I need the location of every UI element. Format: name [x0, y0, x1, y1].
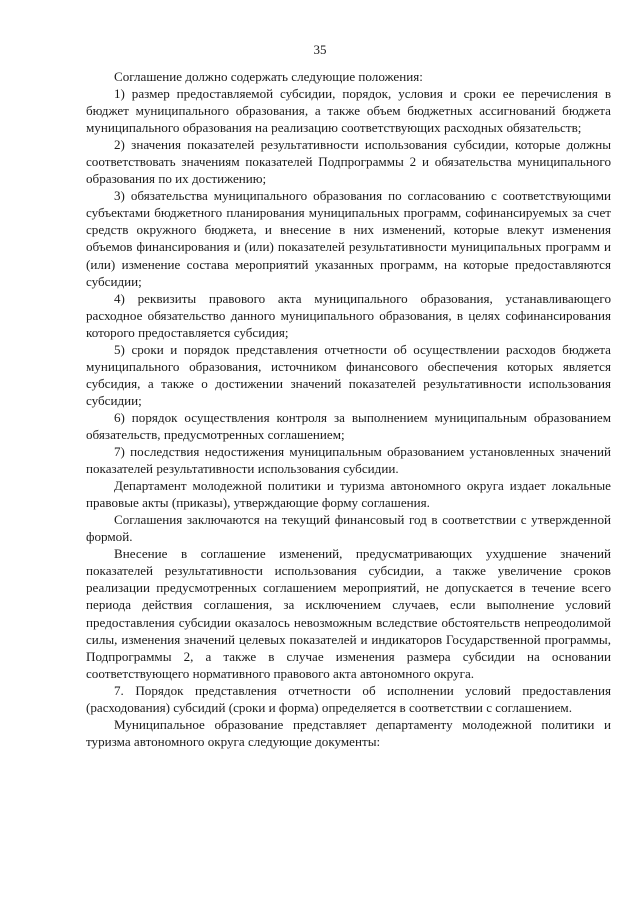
list-item-6: 6) порядок осуществления контроля за выполнением муниципальным образованием обязательств, предусмотренных соглашением;: [86, 409, 611, 442]
page-number: 35: [313, 42, 327, 57]
list-item-1: 1) размер предоставляемой субсидии, порядок, условия и сроки ее перечисления в бюджет муниципального образования, а также объем бюджетных ассигнований бюджета муниципального образования на реализацию соответствующих расходных обязательств;: [86, 86, 611, 136]
paragraph-documents: Муниципальное образование представляет департаменту молодежной политики и туризма автономного округа следующие документы:: [86, 716, 611, 749]
paragraph-section-7: 7. Порядок представления отчетности об исполнении условий предоставления (расходования) субсидий (сроки и форма) определяется в соответствии с соглашением.: [86, 682, 611, 715]
document-body: [86, 68, 611, 750]
list-item-7: 7) последствия недостижения муниципальным образованием установленных значений показателей результативности использования субсидии.: [86, 444, 611, 477]
paragraph-department-acts: Департамент молодежной политики и туризма автономного округа издает локальные правовые акты (приказы), утверждающие форму соглашения.: [86, 478, 611, 511]
paragraph-agreements-term: Соглашения заключаются на текущий финансовый год в соответствии с утвержденной формой.: [86, 512, 611, 545]
paragraph-intro: Соглашение должно содержать следующие положения:: [114, 69, 423, 84]
list-item-2: 2) значения показателей результативности использования субсидии, которые должны соответствовать значениям показателей Подпрограммы 2 и обязательства муниципального образования по их достижению;: [86, 137, 611, 187]
list-item-4: 4) реквизиты правового акта муниципального образования, устанавливающего расходное обязательство данного муниципального образования, в целях софинансирования которого предоставляется субсидия;: [86, 290, 611, 340]
paragraph-amendments: Внесение в соглашение изменений, предусматривающих ухудшение значений показателей результативности использования субсидии, а также увеличение сроков реализации предусмотренных соглашением мероприятий, не допускается в течение всего периода действия соглашения, за исключением случаев, если выполнение условий предоставления субсидии оказалось невозможным вследствие обстоятельств непреодолимой силы, изменения значений целевых показателей и индикаторов Государственной программы, Подпрограммы 2, а также в случае изменения размера субсидии на основании соответствующего нормативного правового акта автономного округа.: [86, 546, 611, 681]
list-item-3: 3) обязательства муниципального образования по согласованию с соответствующими субъектами бюджетного планирования муниципальных программ, софинансируемых за счет средств окружного бюджета, и внесение в них изменений, которые влекут изменения объемов финансирования и (или) показателей результативности муниципальных программ и (или) изменение состава мероприятий указанных программ, на которые предоставляются субсидии;: [86, 188, 611, 289]
list-item-5: 5) сроки и порядок представления отчетности об осуществлении расходов бюджета муниципального образования, источником финансового обеспечения которых является субсидия, а также о достижении значений показателей результативности использования субсидии;: [86, 341, 611, 408]
